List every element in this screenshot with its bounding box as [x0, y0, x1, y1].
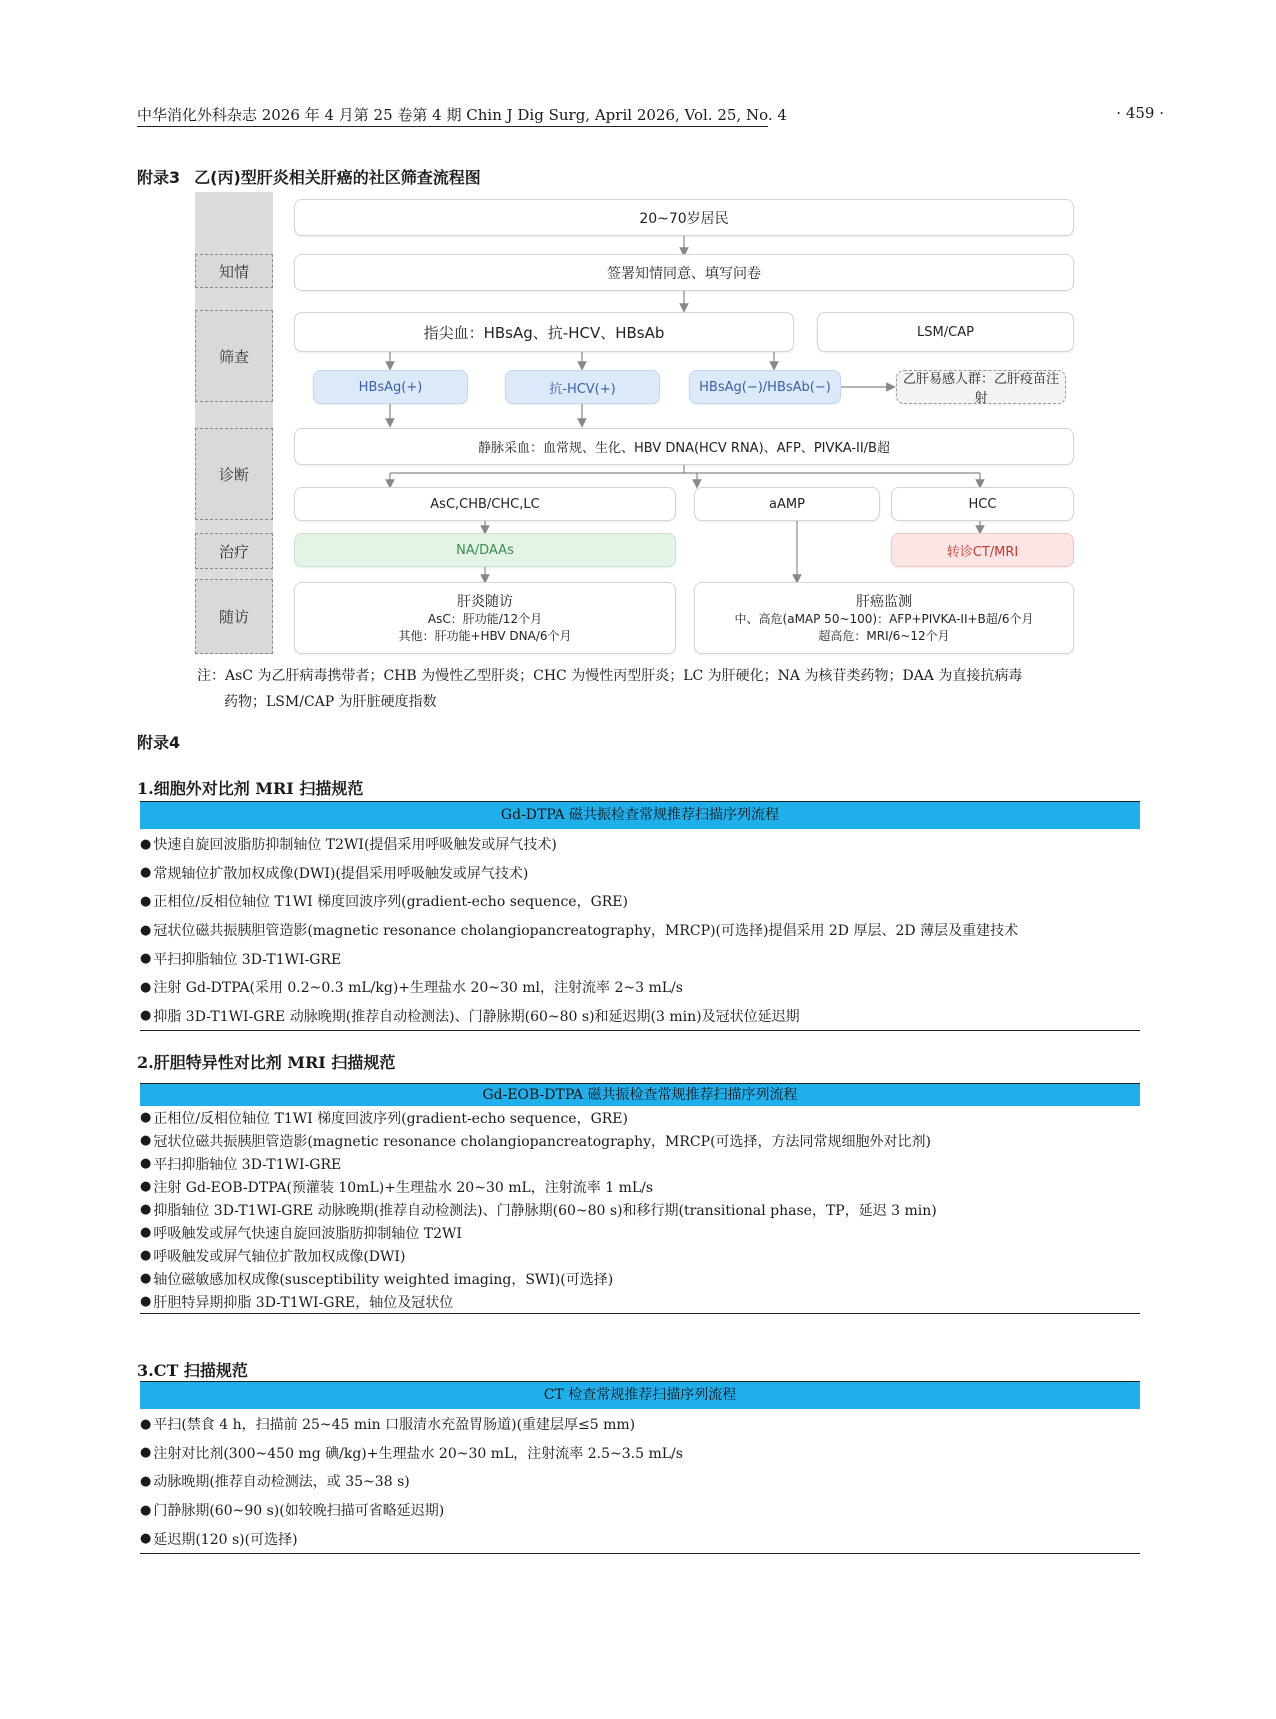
bullet-icon: ●	[140, 979, 152, 995]
list-item	[140, 1198, 1140, 1221]
asc-chb-text: AsC,CHB/CHC,LC	[430, 496, 540, 512]
flowchart-note	[197, 663, 1097, 715]
consent-text: 签署知情同意、填写问卷	[607, 265, 761, 282]
list-item	[140, 944, 1140, 973]
list-item-text: 动脉晚期(推荐自动检测法，或 35~38 s)	[153, 1474, 410, 1491]
list-item	[140, 830, 1140, 859]
list-item-text: 快速自旋回波脂肪抑制轴位 T2WI(提倡采用呼吸触发或屏气技术)	[153, 837, 557, 854]
list-item	[140, 973, 1140, 1002]
venous-blood-box	[294, 428, 1074, 465]
bullet-icon: ●	[140, 951, 152, 967]
consent-box	[294, 254, 1074, 291]
bullet-icon: ●	[140, 1473, 152, 1489]
list-item-text: 门静脉期(60~90 s)(如较晚扫描可省略延迟期)	[153, 1503, 445, 1520]
stage-screening: 筛查	[195, 310, 273, 402]
hbsag-positive-text: HBsAg(+)	[358, 379, 423, 395]
appendix3-title	[137, 165, 481, 188]
stage-diagnosis: 诊断	[195, 428, 273, 520]
hbsag-negative-box	[689, 370, 841, 404]
bullet-icon: ●	[140, 1294, 152, 1309]
vaccine-text: 乙肝易感人群：乙肝疫苗注射	[902, 372, 1059, 406]
screening-flowchart	[195, 192, 1075, 654]
hepatitis-followup-title: 肝炎随访	[457, 594, 513, 610]
list-item-text: 注射 Gd-DTPA(采用 0.2~0.3 mL/kg)+生理盐水 20~30 ml，注射流率 2~3 mL/s	[153, 980, 683, 997]
journal-header: 中华消化外科杂志 2026 年 4 月第 25 卷第 4 期 Chin J Dig Surg, April 2026, Vol. 25, No. 4	[137, 106, 787, 124]
appendix3-name: 乙(丙)型肝炎相关肝癌的社区筛查流程图	[194, 168, 481, 187]
list-item	[140, 887, 1140, 916]
list-item	[140, 1496, 1140, 1525]
appendix3-label: 附录3	[137, 168, 181, 187]
list-item-text: 注射对比剂(300~450 mg 碘/kg)+生理盐水 20~30 mL，注射流率 2.5~3.5 mL/s	[153, 1445, 683, 1462]
residents-box	[294, 199, 1074, 236]
list-item	[140, 1106, 1140, 1129]
bullet-icon: ●	[140, 1531, 152, 1547]
aamp-text: aAMP	[769, 496, 805, 512]
anti-hcv-positive-text: 抗-HCV(+)	[549, 381, 616, 397]
residents-text: 20~70岁居民	[639, 210, 729, 227]
section3-title: 3.CT 扫描规范	[137, 1361, 248, 1380]
bullet-icon: ●	[140, 1248, 152, 1263]
section2-list	[140, 1106, 1140, 1314]
stage-followup: 随访	[195, 579, 273, 654]
hcc-box	[891, 487, 1074, 521]
bullet-icon: ●	[140, 1225, 152, 1240]
bullet-icon: ●	[140, 865, 152, 881]
section1-list	[140, 830, 1140, 1031]
hepatitis-followup-line1: AsC：肝功能/12个月	[427, 612, 543, 626]
cancer-monitor-line2: 超高危：MRI/6~12个月	[818, 629, 950, 643]
list-item-text: 常规轴位扩散加权成像(DWI)(提倡采用呼吸触发或屏气技术)	[153, 865, 529, 882]
cancer-monitor-box	[694, 582, 1074, 654]
list-item	[140, 1244, 1140, 1267]
anti-hcv-positive-box	[505, 370, 660, 404]
bullet-icon: ●	[140, 922, 152, 938]
lsm-cap-text: LSM/CAP	[917, 324, 974, 340]
bullet-icon: ●	[140, 1416, 152, 1432]
asc-chb-box	[294, 487, 676, 521]
list-item	[140, 1267, 1140, 1290]
list-item	[140, 1524, 1140, 1553]
hcc-text: HCC	[968, 496, 997, 512]
cancer-monitor-title: 肝癌监测	[856, 594, 912, 610]
bullet-icon: ●	[140, 1133, 152, 1148]
list-item-text: 轴位磁敏感加权成像(susceptibility weighted imaging，SWI)(可选择)	[153, 1271, 614, 1288]
fingertip-test-box	[294, 312, 794, 352]
cancer-monitor-line1: 中、高危(aMAP 50~100)：AFP+PIVKA-II+B超/6个月	[734, 612, 1034, 626]
bullet-icon: ●	[140, 1110, 152, 1125]
bullet-icon: ●	[140, 1008, 152, 1024]
list-item-text: 平扫抑脂轴位 3D-T1WI-GRE	[153, 951, 342, 968]
list-item-text: 抑脂轴位 3D-T1WI-GRE 动脉晚期(推荐自动检测法)、门静脉期(60~80 s)和移行期(transitional phase，TP，延迟 3 min)	[153, 1202, 937, 1219]
list-item	[140, 1439, 1140, 1468]
bullet-icon: ●	[140, 1202, 152, 1217]
list-item	[140, 1221, 1140, 1244]
list-item	[140, 1002, 1140, 1031]
note-line-1: 注：AsC 为乙肝病毒携带者；CHB 为慢性乙型肝炎；CHC 为慢性丙型肝炎；LC 为肝硬化；NA 为核苷类药物；DAA 为直接抗病毒	[197, 668, 1023, 684]
hbsag-negative-text: HBsAg(−)/HBsAb(−)	[699, 379, 831, 395]
list-item-text: 呼吸触发或屏气快速自旋回波脂肪抑制轴位 T2WI	[153, 1225, 462, 1242]
list-item-text: 注射 Gd-EOB-DTPA(预灌装 10mL)+生理盐水 20~30 mL，注射流率 1 mL/s	[153, 1179, 654, 1196]
hepatitis-followup-box	[294, 582, 676, 654]
list-item	[140, 1175, 1140, 1198]
bullet-icon: ●	[140, 893, 152, 909]
venous-blood-text: 静脉采血：血常规、生化、HBV DNA(HCV RNA)、AFP、PIVKA-II/B超	[478, 441, 890, 456]
list-item	[140, 1129, 1140, 1152]
bullet-icon: ●	[140, 1502, 152, 1518]
list-item	[140, 1410, 1140, 1439]
list-item	[140, 859, 1140, 888]
vaccine-box	[896, 370, 1066, 404]
header-rule	[137, 126, 768, 127]
list-item-text: 抑脂 3D-T1WI-GRE 动脉晚期(推荐自动检测法)、门静脉期(60~80 s)和延迟期(3 min)及冠状位延迟期	[153, 1008, 800, 1025]
bullet-icon: ●	[140, 1271, 152, 1286]
fingertip-test-text: 指尖血：HBsAg、抗-HCV、HBsAb	[423, 323, 665, 342]
aamp-box	[694, 487, 880, 521]
list-item-text: 平扫抑脂轴位 3D-T1WI-GRE	[153, 1156, 342, 1173]
hepatitis-followup-line2: 其他：肝功能+HBV DNA/6个月	[398, 629, 572, 643]
list-item-text: 平扫(禁食 4 h，扫描前 25~45 min 口服清水充盈胃肠道)(重建层厚≤5 mm)	[153, 1417, 636, 1434]
na-daas-text: NA/DAAs	[456, 542, 514, 558]
list-item-text: 冠状位磁共振胰胆管造影(magnetic resonance cholangiopancreatography，MRCP)(可选择)提倡采用 2D 厚层、2D 薄层及重建技术	[153, 923, 1019, 940]
list-item-text: 肝胆特异期抑脂 3D-T1WI-GRE，轴位及冠状位	[153, 1294, 454, 1311]
lsm-cap-box	[817, 312, 1074, 352]
list-item-text: 延迟期(120 s)(可选择)	[153, 1531, 298, 1548]
section3-list	[140, 1410, 1140, 1554]
list-item	[140, 916, 1140, 945]
bullet-icon: ●	[140, 1156, 152, 1171]
list-item-text: 冠状位磁共振胰胆管造影(magnetic resonance cholangiopancreatography，MRCP(可选择，方法同常规细胞外对比剂)	[153, 1133, 931, 1150]
list-item	[140, 1290, 1140, 1313]
referral-text: 转诊CT/MRI	[946, 544, 1019, 560]
hbsag-positive-box	[313, 370, 468, 404]
section1-title: 1.细胞外对比剂 MRI 扫描规范	[137, 779, 364, 798]
stage-treatment: 治疗	[195, 533, 273, 569]
referral-box	[891, 533, 1074, 567]
bullet-icon: ●	[140, 836, 152, 852]
list-item	[140, 1467, 1140, 1496]
appendix4-label: 附录4	[137, 733, 181, 752]
bullet-icon: ●	[140, 1445, 152, 1461]
section2-banner: Gd-EOB-DTPA 磁共振检查常规推荐扫描序列流程	[140, 1083, 1140, 1106]
stage-consent: 知情	[195, 254, 273, 288]
section1-banner: Gd-DTPA 磁共振检查常规推荐扫描序列流程	[140, 801, 1140, 829]
list-item	[140, 1152, 1140, 1175]
section2-title: 2.肝胆特异性对比剂 MRI 扫描规范	[137, 1053, 396, 1072]
list-item-text: 呼吸触发或屏气轴位扩散加权成像(DWI)	[153, 1248, 406, 1265]
page-number: · 459 ·	[1116, 104, 1164, 122]
note-line-2: 药物；LSM/CAP 为肝脏硬度指数	[224, 694, 437, 710]
list-item-text: 正相位/反相位轴位 T1WI 梯度回波序列(gradient-echo sequence，GRE)	[153, 894, 628, 911]
list-item-text: 正相位/反相位轴位 T1WI 梯度回波序列(gradient-echo sequence，GRE)	[153, 1110, 628, 1127]
bullet-icon: ●	[140, 1179, 152, 1194]
na-daas-box	[294, 533, 676, 567]
section3-banner: CT 检查常规推荐扫描序列流程	[140, 1381, 1140, 1409]
